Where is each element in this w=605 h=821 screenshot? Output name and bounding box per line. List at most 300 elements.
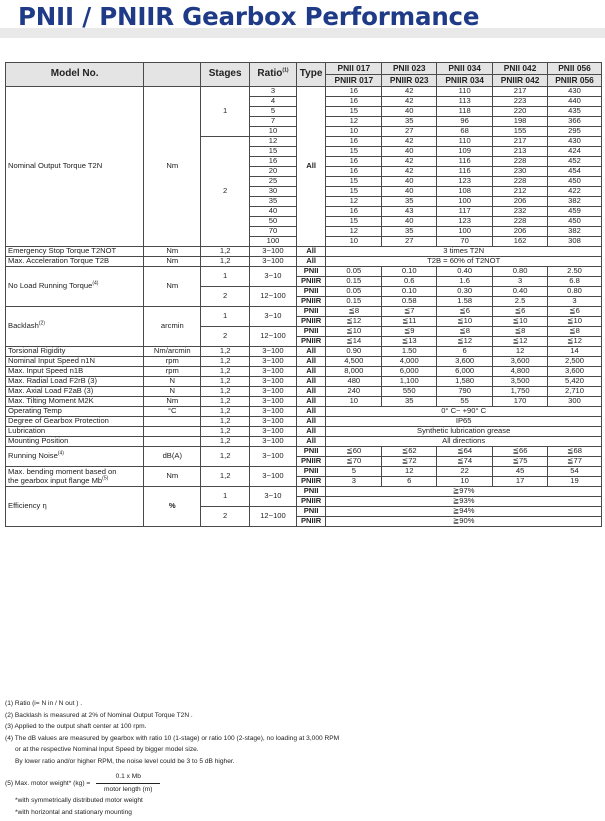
value-cell: 43 <box>382 207 437 217</box>
row-label-efficiency: Efficiency η <box>6 487 144 527</box>
value-cell: 40 <box>382 217 437 227</box>
row-label-accel: Max. Acceleration Torque T2B <box>6 257 144 267</box>
type-cell: PNII <box>296 327 325 337</box>
stage-cell: 1 <box>201 307 250 327</box>
value-cell: 55 <box>437 397 493 407</box>
row-unit: % <box>144 487 201 527</box>
row-label-note: (4) <box>92 280 99 287</box>
value-cell: 8,000 <box>326 367 382 377</box>
value-cell: 170 <box>493 397 548 407</box>
ratio-cell: 3~10 <box>250 267 297 287</box>
value-cell: 3 <box>548 297 602 307</box>
value-cell: 12 <box>326 197 382 207</box>
row-unit: Nm <box>144 247 201 257</box>
value-cell: 16 <box>326 87 382 97</box>
value-cell: 2.50 <box>548 267 602 277</box>
value-cell: 1.6 <box>437 277 493 287</box>
row-label: Mounting Position <box>6 437 144 447</box>
footnote-4: (4) The dB values are measured by gearbox with ratio 10 (1-stage) or ratio 100 (2-stage), no loading at 3,000 RPM <box>5 734 340 742</box>
row-label-note: (4) <box>57 450 64 457</box>
value-cell: 198 <box>493 117 548 127</box>
value-cell: 790 <box>437 387 493 397</box>
row-unit <box>144 427 201 437</box>
type-cell: PNII <box>296 447 325 457</box>
type-cell: All <box>296 87 325 247</box>
table-row <box>6 247 602 257</box>
table-row <box>6 307 602 317</box>
type-cell: PNIIR <box>296 477 325 487</box>
row-label-note: (5) <box>102 474 109 481</box>
ratio-cell: 3 <box>250 87 297 97</box>
value-cell: 15 <box>326 217 382 227</box>
row-label: Max. Tilting Moment M2K <box>6 397 144 407</box>
row-label-note: (2) <box>38 320 45 327</box>
value-cell: 16 <box>326 207 382 217</box>
value-cell: 12 <box>326 227 382 237</box>
value-cell: 40 <box>382 187 437 197</box>
value-cell: ≦70 <box>326 457 382 467</box>
value-cell: 0.6 <box>382 277 437 287</box>
formula-denominator: motor length (m) <box>104 785 153 793</box>
stage-cell: 2 <box>201 507 250 527</box>
row-unit: Nm <box>144 87 201 247</box>
row-unit: N <box>144 387 201 397</box>
ratio-cell: 35 <box>250 197 297 207</box>
value-cell: 15 <box>326 187 382 197</box>
type-cell: PNIIR <box>296 297 325 307</box>
footnote-7: *with horizontal and stationary mounting <box>15 808 132 816</box>
type-cell: PNIIR <box>296 497 325 507</box>
ratio-cell: 3~100 <box>250 437 297 447</box>
row-label: Torsional Rigidity <box>6 347 144 357</box>
value-cell: 240 <box>326 387 382 397</box>
row-label-text: No Load Running Torque <box>8 281 93 291</box>
value-cell: 17 <box>493 477 548 487</box>
footnote-2: (2) Backlash is measured at 2% of Nominal Output Torque T2N . <box>5 711 193 719</box>
value-cell: ≦11 <box>382 317 437 327</box>
header-model-pniir: PNIIR 056 <box>548 75 602 87</box>
value-cell: 42 <box>382 87 437 97</box>
table-row <box>6 467 602 477</box>
row-label: Lubrication <box>6 427 144 437</box>
value-cell: 223 <box>493 97 548 107</box>
type-cell: All <box>296 397 325 407</box>
value-cell: 96 <box>437 117 493 127</box>
ratio-cell: 12 <box>250 137 297 147</box>
row-unit: Nm <box>144 397 201 407</box>
row-label-emergency: Emergency Stop Torque T2NOT <box>6 247 144 257</box>
row-label-torque: Nominal Output Torque T2N <box>6 87 144 247</box>
value-cell: 42 <box>382 137 437 147</box>
type-cell: All <box>296 257 325 267</box>
value-cell: 382 <box>548 197 602 207</box>
stage-cell: 1,2 <box>201 347 250 357</box>
value-cell: 3,600 <box>493 357 548 367</box>
value-cell: ≦77 <box>548 457 602 467</box>
header-model-pnii: PNII 017 <box>326 63 382 75</box>
table-row <box>6 357 602 367</box>
ratio-cell: 3~100 <box>250 407 297 417</box>
value-cell: ≦72 <box>382 457 437 467</box>
ratio-cell: 3~100 <box>250 357 297 367</box>
value-cell: ≦8 <box>493 327 548 337</box>
table-row <box>6 397 602 407</box>
value-cell: 2.5 <box>493 297 548 307</box>
value-cell: ≦60 <box>326 447 382 457</box>
header-model-pniir: PNIIR 034 <box>437 75 493 87</box>
table-row <box>6 427 602 437</box>
ratio-cell: 3~100 <box>250 447 297 467</box>
ratio-cell: 3~100 <box>250 467 297 487</box>
table-row <box>6 347 602 357</box>
row-unit: rpm <box>144 367 201 377</box>
value-cell: 14 <box>548 347 602 357</box>
value-cell: 452 <box>548 157 602 167</box>
value-cell: 68 <box>437 127 493 137</box>
footnote-1: (1) Ratio (i= N in / N out ) . <box>5 700 83 707</box>
footnote-3: (3) Applied to the output shaft center at 100 rpm. <box>5 723 147 730</box>
ratio-cell: 30 <box>250 187 297 197</box>
value-cell: ≦12 <box>437 337 493 347</box>
value-cell: 16 <box>326 137 382 147</box>
merged-value-cell: T2B = 60% of T2NOT <box>326 257 602 267</box>
stage-cell: 1,2 <box>201 247 250 257</box>
value-cell: ≦8 <box>548 327 602 337</box>
value-cell: 450 <box>548 177 602 187</box>
value-cell: 0.90 <box>326 347 382 357</box>
value-cell: 424 <box>548 147 602 157</box>
ratio-cell: 15 <box>250 147 297 157</box>
value-cell: ≦68 <box>548 447 602 457</box>
value-cell: 0.58 <box>382 297 437 307</box>
footnote-6: *with symmetrically distributed motor weight <box>15 797 143 804</box>
type-cell: All <box>296 387 325 397</box>
value-cell: 6.8 <box>548 277 602 287</box>
stage-cell: 1,2 <box>201 417 250 427</box>
value-cell: 480 <box>326 377 382 387</box>
row-label-noload <box>6 267 144 307</box>
value-cell: 155 <box>493 127 548 137</box>
value-cell: 2,710 <box>548 387 602 397</box>
value-cell: 232 <box>493 207 548 217</box>
stage-cell: 2 <box>201 327 250 347</box>
type-cell: All <box>296 437 325 447</box>
formula-numerator: 0.1 x Mb <box>96 771 160 784</box>
table-row <box>6 377 602 387</box>
value-cell: 0.30 <box>437 287 493 297</box>
value-cell: 116 <box>437 167 493 177</box>
footnote-5-formula <box>96 771 160 795</box>
merged-value-cell: 3 times T2N <box>326 247 602 257</box>
ratio-cell: 3~100 <box>250 367 297 377</box>
ratio-cell: 40 <box>250 207 297 217</box>
value-cell: ≦13 <box>382 337 437 347</box>
value-cell: 117 <box>437 207 493 217</box>
stage-cell: 1 <box>201 487 250 507</box>
value-cell: 10 <box>326 127 382 137</box>
stage-cell: 2 <box>201 287 250 307</box>
merged-value-cell: All directions <box>326 437 602 447</box>
type-cell: All <box>296 407 325 417</box>
table-row <box>6 447 602 457</box>
table-row <box>6 257 602 267</box>
value-cell: 110 <box>437 87 493 97</box>
value-cell: 4,500 <box>326 357 382 367</box>
value-cell: 12 <box>382 467 437 477</box>
ratio-cell: 12~100 <box>250 327 297 347</box>
stage-cell: 1,2 <box>201 357 250 367</box>
ratio-cell: 3~10 <box>250 307 297 327</box>
value-cell: 0.80 <box>493 267 548 277</box>
value-cell: 40 <box>382 147 437 157</box>
value-cell: 0.05 <box>326 287 382 297</box>
row-label: Degree of Gearbox Protection <box>6 417 144 427</box>
value-cell: ≦10 <box>326 327 382 337</box>
merged-value-cell: Synthetic lubrication grease <box>326 427 602 437</box>
footnote-4-line3: By lower ratio and/or higher RPM, the noise level could be 3 to 5 dB higher. <box>15 757 235 765</box>
type-cell: PNII <box>296 307 325 317</box>
row-label-text: Backlash <box>8 321 39 331</box>
value-cell: 6,000 <box>382 367 437 377</box>
value-cell: 40 <box>382 107 437 117</box>
ratio-cell: 3~100 <box>250 387 297 397</box>
ratio-cell: 50 <box>250 217 297 227</box>
row-unit <box>144 437 201 447</box>
value-cell: 300 <box>548 397 602 407</box>
value-cell: 440 <box>548 97 602 107</box>
value-cell: 5 <box>326 467 382 477</box>
ratio-cell: 3~100 <box>250 397 297 407</box>
row-label: Nominal Input Speed n1N <box>6 357 144 367</box>
row-unit: Nm <box>144 267 201 307</box>
value-cell: ≦74 <box>437 457 493 467</box>
value-cell: 70 <box>437 237 493 247</box>
header-model: Model No. <box>6 63 144 87</box>
value-cell: 0.10 <box>382 267 437 277</box>
type-cell: All <box>296 427 325 437</box>
value-cell: 0.05 <box>326 267 382 277</box>
merged-value-cell: 0° C~ +90° C <box>326 407 602 417</box>
value-cell: 230 <box>493 167 548 177</box>
value-cell: 435 <box>548 107 602 117</box>
performance-table-wrapper <box>5 62 602 527</box>
row-label: Max. Axial Load F2aB (3) <box>6 387 144 397</box>
value-cell: 16 <box>326 167 382 177</box>
ratio-cell: 7 <box>250 117 297 127</box>
value-cell: 0.15 <box>326 277 382 287</box>
table-row <box>6 417 602 427</box>
value-cell: 0.40 <box>437 267 493 277</box>
ratio-cell: 25 <box>250 177 297 187</box>
value-cell: 217 <box>493 87 548 97</box>
row-label-line2: the gearbox input flange Mb <box>8 475 103 485</box>
merged-value-cell: ≧94% <box>326 507 602 517</box>
value-cell: ≦66 <box>493 447 548 457</box>
value-cell: 123 <box>437 177 493 187</box>
row-unit: N <box>144 377 201 387</box>
stage-cell: 1,2 <box>201 387 250 397</box>
value-cell: 110 <box>437 137 493 147</box>
value-cell: 22 <box>437 467 493 477</box>
row-unit: dB(A) <box>144 447 201 467</box>
value-cell: 15 <box>326 107 382 117</box>
header-type: Type <box>296 63 325 87</box>
stage-cell: 1,2 <box>201 257 250 267</box>
value-cell: 217 <box>493 137 548 147</box>
table-row <box>6 267 602 277</box>
footnote-5 <box>5 771 339 795</box>
table-row <box>6 487 602 497</box>
value-cell: 54 <box>548 467 602 477</box>
value-cell: 108 <box>437 187 493 197</box>
merged-value-cell: ≧93% <box>326 497 602 507</box>
value-cell: ≦9 <box>382 327 437 337</box>
value-cell: ≦6 <box>437 307 493 317</box>
header-stages: Stages <box>201 63 250 87</box>
type-cell: All <box>296 247 325 257</box>
value-cell: 430 <box>548 137 602 147</box>
value-cell: 3 <box>493 277 548 287</box>
value-cell: 6 <box>382 477 437 487</box>
type-cell: PNII <box>296 287 325 297</box>
value-cell: 228 <box>493 177 548 187</box>
type-cell: PNIIR <box>296 517 325 527</box>
value-cell: ≦75 <box>493 457 548 467</box>
value-cell: 42 <box>382 157 437 167</box>
ratio-cell: 3~100 <box>250 377 297 387</box>
value-cell: 450 <box>548 217 602 227</box>
type-cell: PNIIR <box>296 277 325 287</box>
merged-value-cell: ≧97% <box>326 487 602 497</box>
row-label: Max. Input Speed n1B <box>6 367 144 377</box>
value-cell: ≦8 <box>437 327 493 337</box>
value-cell: ≦14 <box>326 337 382 347</box>
value-cell: 109 <box>437 147 493 157</box>
ratio-cell: 12~100 <box>250 507 297 527</box>
value-cell: 0.40 <box>493 287 548 297</box>
value-cell: 0.80 <box>548 287 602 297</box>
stage-cell: 2 <box>201 137 250 247</box>
value-cell: 27 <box>382 127 437 137</box>
row-unit: °C <box>144 407 201 417</box>
value-cell: 1,750 <box>493 387 548 397</box>
value-cell: 382 <box>548 227 602 237</box>
ratio-cell: 3~10 <box>250 487 297 507</box>
stage-cell: 1,2 <box>201 427 250 437</box>
value-cell: 0.10 <box>382 287 437 297</box>
value-cell: 16 <box>326 97 382 107</box>
value-cell: 118 <box>437 107 493 117</box>
value-cell: 422 <box>548 187 602 197</box>
value-cell: 4,000 <box>382 357 437 367</box>
value-cell: 116 <box>437 157 493 167</box>
stage-cell: 1,2 <box>201 397 250 407</box>
header-ratio-note: (1) <box>282 67 289 74</box>
value-cell: 113 <box>437 97 493 107</box>
table-row <box>6 87 602 97</box>
type-cell: PNII <box>296 507 325 517</box>
value-cell: 206 <box>493 197 548 207</box>
ratio-cell: 10 <box>250 127 297 137</box>
header-row <box>6 63 602 75</box>
value-cell: 100 <box>437 197 493 207</box>
merged-value-cell: ≧90% <box>326 517 602 527</box>
footnote-4-line2: or at the respective Nominal Input Speed by bigger model size. <box>15 746 199 753</box>
row-label: Operating Temp <box>6 407 144 417</box>
ratio-cell: 3~100 <box>250 247 297 257</box>
value-cell: 550 <box>382 387 437 397</box>
value-cell: 5,420 <box>548 377 602 387</box>
ratio-cell: 100 <box>250 237 297 247</box>
stage-cell: 1 <box>201 87 250 137</box>
stage-cell: 1,2 <box>201 377 250 387</box>
value-cell: 295 <box>548 127 602 137</box>
value-cell: 228 <box>493 157 548 167</box>
value-cell: ≦8 <box>326 307 382 317</box>
header-ratio-label: Ratio <box>257 68 283 80</box>
header-model-pnii: PNII 056 <box>548 63 602 75</box>
header-model-pnii: PNII 034 <box>437 63 493 75</box>
type-cell: PNII <box>296 267 325 277</box>
header-empty <box>144 63 201 87</box>
value-cell: 27 <box>382 237 437 247</box>
stage-cell: 1,2 <box>201 407 250 417</box>
value-cell: 42 <box>382 167 437 177</box>
value-cell: 459 <box>548 207 602 217</box>
footnotes <box>5 698 339 818</box>
type-cell: PNII <box>296 467 325 477</box>
row-label-line1: Max. bending moment based on <box>8 466 117 476</box>
value-cell: 3 <box>326 477 382 487</box>
value-cell: ≦62 <box>382 447 437 457</box>
value-cell: 0.15 <box>326 297 382 307</box>
row-label-noise <box>6 447 144 467</box>
performance-table <box>5 62 602 527</box>
page-title: PNII / PNIIR Gearbox Performance <box>0 0 605 38</box>
stage-cell: 1,2 <box>201 467 250 487</box>
row-label-bending <box>6 467 144 487</box>
row-unit: Nm/arcmin <box>144 347 201 357</box>
value-cell: 19 <box>548 477 602 487</box>
header-model-pniir: PNIIR 042 <box>493 75 548 87</box>
header-ratio <box>250 63 297 87</box>
type-cell: All <box>296 417 325 427</box>
value-cell: 228 <box>493 217 548 227</box>
header-model-pniir: PNIIR 023 <box>382 75 437 87</box>
value-cell: 16 <box>326 157 382 167</box>
ratio-cell: 20 <box>250 167 297 177</box>
type-cell: PNIIR <box>296 317 325 327</box>
row-unit: rpm <box>144 357 201 367</box>
type-cell: PNII <box>296 487 325 497</box>
value-cell: ≦6 <box>493 307 548 317</box>
value-cell: 35 <box>382 227 437 237</box>
type-cell: All <box>296 347 325 357</box>
value-cell: ≦6 <box>548 307 602 317</box>
value-cell: 6 <box>437 347 493 357</box>
value-cell: 15 <box>326 177 382 187</box>
value-cell: ≦7 <box>382 307 437 317</box>
value-cell: 6,000 <box>437 367 493 377</box>
value-cell: 10 <box>326 237 382 247</box>
value-cell: 454 <box>548 167 602 177</box>
value-cell: 10 <box>326 397 382 407</box>
value-cell: 206 <box>493 227 548 237</box>
stage-cell: 1,2 <box>201 367 250 377</box>
value-cell: 10 <box>437 477 493 487</box>
value-cell: 1.58 <box>437 297 493 307</box>
ratio-cell: 3~100 <box>250 417 297 427</box>
